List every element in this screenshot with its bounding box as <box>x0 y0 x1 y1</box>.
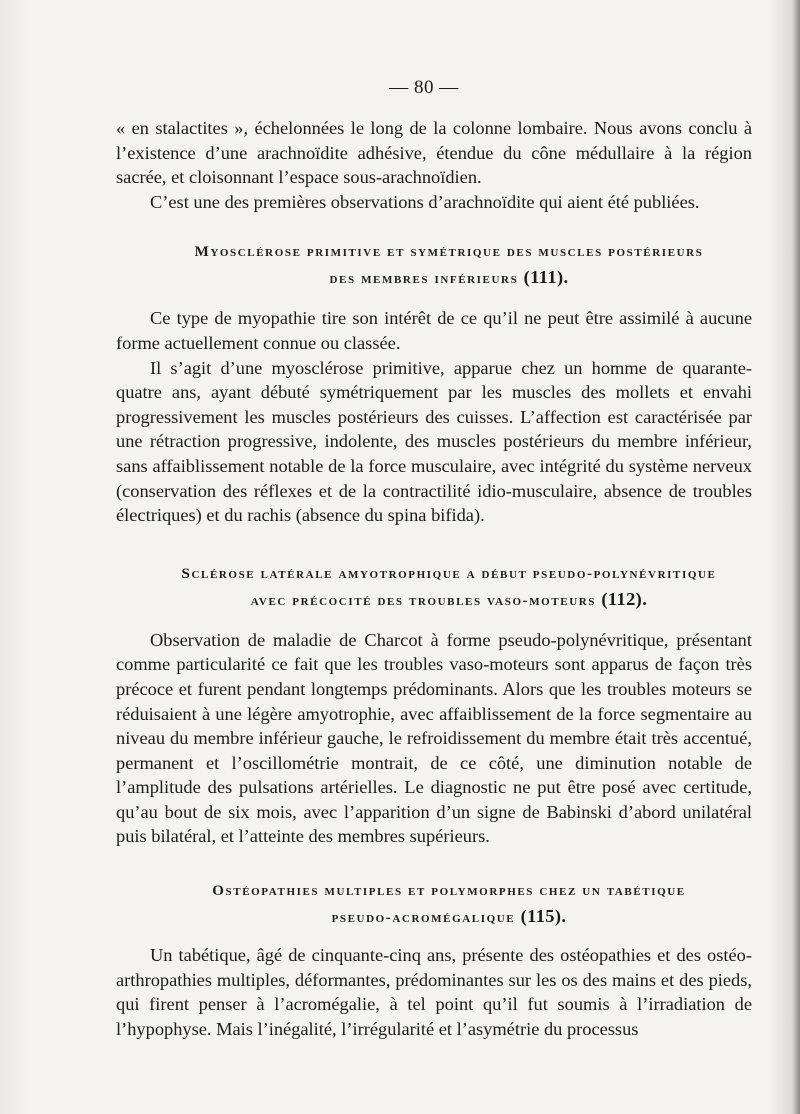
page-body <box>116 116 752 1041</box>
reference-number: (111). <box>523 267 569 288</box>
reference-number: (112). <box>601 588 648 609</box>
myosclerose-paragraph-2: Il s’agit d’une myosclérose primitive, apparue chez un homme de quarante-quatre ans, ayant débuté symétriquement par les muscles des mollets et envahi progressivement les muscles postérieurs des cuisses. L’affection est caractérisée par une rétraction progressive, indolente, des muscles postérieurs du membre inférieur, sans affaiblissement notable de la force musculaire, avec intégrité du système nerveux (conservation des réflexes et de la contractilité idio-musculaire, absence de troubles électriques) et du rachis (absence du spina bifida). <box>116 357 752 526</box>
page-number: — 80 — <box>389 77 459 98</box>
intro-paragraph-1: « en stalactites », échelonnées le long de la colonne lombaire. Nous avons conclu à l’existence d’une arachnoïdite adhésive, étendue du cône médullaire à la région sacrée, et cloisonnant l’espace sous-arachnoïdien. <box>116 118 752 188</box>
heading-line-1: Sclérose latérale amyotrophique a début pseudo-polynévritique <box>181 565 717 582</box>
heading-line-2-text: des membres inférieurs <box>329 271 519 288</box>
heading-line-2 <box>116 587 752 614</box>
osteopathies-paragraph-1: Un tabétique, âgé de cinquante-cinq ans, présente des ostéopathies et des ostéo-arthropathies multiples, déformantes, prédominantes sur les os des mains et des pieds, qui firent penser à l’acromégalie, à tel point qu’il fut soumis à l’irradiation de l’hypophyse. Mais l’inégalité, l’irrégularité et l’asymétrie du processus <box>116 945 752 1039</box>
section-heading-osteopathies <box>116 879 752 931</box>
section-heading-myosclerose <box>116 240 752 292</box>
section-heading-sclerose <box>116 562 752 614</box>
heading-line-1: Ostéopathies multiples et polymorphes chez un tabétique <box>212 883 686 900</box>
heading-line-2 <box>116 265 752 292</box>
heading-line-2 <box>116 904 752 931</box>
heading-line-2-text: pseudo-acromégalique <box>331 910 516 927</box>
heading-line-2-text: avec précocité des troubles vaso-moteurs <box>250 592 597 609</box>
sclerose-paragraph-1: Observation de maladie de Charcot à forme pseudo-polynévritique, présentant comme particularité ce fait que les troubles vaso-moteurs sont apparus de façon très précoce et furent pendant longtemps prédominants. Alors que les troubles moteurs se réduisaient à une légère amyotrophie, avec affaiblissement de la force segmentaire au niveau du membre inférieur gauche, le refroidissement du membre était très accentué, permanent et l’oscillométrie montrait, de ce côté, une diminution notable de l’amplitude des pulsations artérielles. Le diagnostic ne put être posé avec certitude, qu’au bout de six mois, avec l’apparition d’un signe de Babinski d’abord unilatéral puis bilatéral, et l’atteinte des membres supérieurs. <box>116 629 752 847</box>
heading-line-1: Myosclérose primitive et symétrique des muscles postérieurs <box>194 244 704 261</box>
myosclerose-paragraph-1: Ce type de myopathie tire son intérêt de ce qu’il ne peut être assimilé à aucune forme actuellement connue ou classée. <box>116 308 752 353</box>
intro-paragraph-2: C’est une des premières observations d’arachnoïdite qui aient été publiées. <box>150 191 700 212</box>
reference-number: (115). <box>520 906 567 927</box>
